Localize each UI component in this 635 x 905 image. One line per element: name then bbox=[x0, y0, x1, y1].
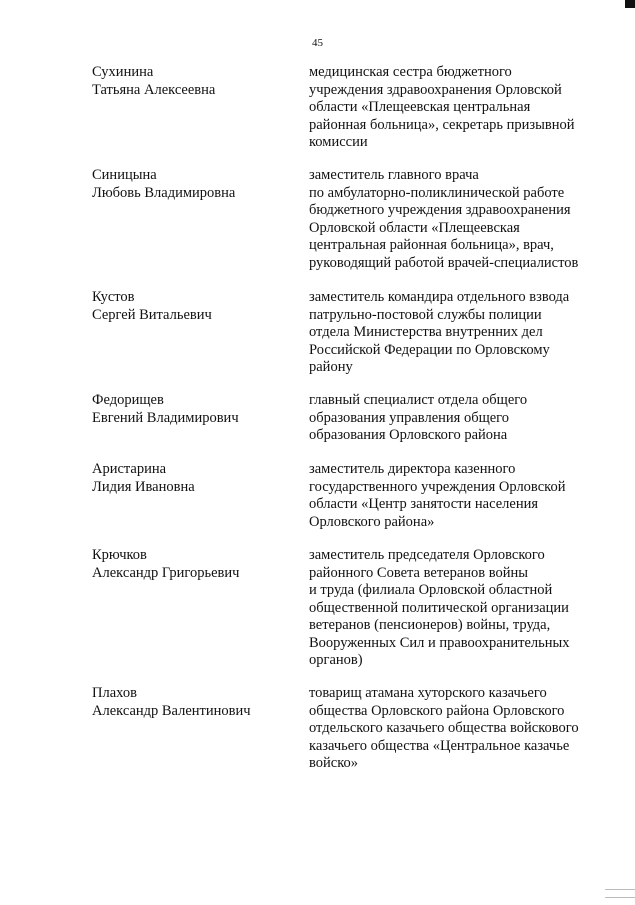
member-role bbox=[309, 461, 609, 531]
role-line: общества Орловского района Орловского bbox=[309, 702, 565, 719]
role-line: Вооруженных Сил и правоохранительных bbox=[309, 634, 570, 651]
member-name bbox=[92, 547, 297, 582]
role-line: районного Совета ветеранов войны bbox=[309, 564, 529, 581]
member-name bbox=[92, 685, 297, 720]
role-line: области «Центр занятости населения bbox=[309, 496, 539, 512]
member-given-names: Александр Валентинович bbox=[92, 702, 251, 719]
role-line: учреждения здравоохранения Орловской bbox=[309, 81, 562, 98]
member-given-names: Татьяна Алексеевна bbox=[92, 81, 216, 98]
role-line: области «Плещеевская центральная bbox=[309, 99, 531, 115]
role-line: заместитель директора казенного bbox=[309, 461, 516, 477]
role-line: по амбулаторно-поликлинической работе bbox=[309, 184, 565, 201]
member-role bbox=[309, 547, 609, 670]
role-line: заместитель председателя Орловского bbox=[309, 547, 545, 563]
role-line: отдельского казачьего общества войскового bbox=[309, 720, 579, 736]
member-surname: Аристарина bbox=[92, 461, 167, 477]
member-given-names: Александр Григорьевич bbox=[92, 564, 240, 581]
member-given-names: Лидия Ивановна bbox=[92, 478, 195, 495]
member-surname: Синицына bbox=[92, 167, 157, 183]
role-line: патрульно-постовой службы полиции bbox=[309, 306, 542, 323]
member-surname: Кустов bbox=[92, 289, 135, 305]
member-role bbox=[309, 392, 609, 445]
role-line: районная больница», секретарь призывной bbox=[309, 116, 575, 133]
member-role bbox=[309, 289, 609, 377]
member-given-names: Любовь Владимировна bbox=[92, 184, 236, 201]
role-line: заместитель командира отдельного взвода bbox=[309, 289, 570, 305]
role-line: заместитель главного врача bbox=[309, 167, 479, 183]
role-line: казачьего общества «Центральное казачье bbox=[309, 737, 570, 754]
scan-edge-line bbox=[605, 889, 635, 890]
member-role bbox=[309, 685, 609, 773]
role-line: ветеранов (пенсионеров) войны, труда, bbox=[309, 617, 551, 633]
member-given-names: Сергей Витальевич bbox=[92, 306, 212, 323]
member-surname: Крючков bbox=[92, 547, 147, 563]
member-surname: Плахов bbox=[92, 685, 137, 701]
role-line: главный специалист отдела общего bbox=[309, 392, 528, 408]
role-line: Орловского района» bbox=[309, 513, 435, 530]
member-surname: Сухинина bbox=[92, 64, 154, 80]
role-line: войско» bbox=[309, 755, 359, 771]
role-line: отдела Министерства внутренних дел bbox=[309, 324, 543, 340]
role-line: образования Орловского района bbox=[309, 427, 508, 443]
role-line: образования управления общего bbox=[309, 409, 510, 426]
page-number: 45 bbox=[312, 37, 323, 49]
role-line: бюджетного учреждения здравоохранения bbox=[309, 202, 571, 218]
role-line: Орловской области «Плещеевская bbox=[309, 219, 520, 236]
member-role bbox=[309, 167, 609, 272]
role-line: комиссии bbox=[309, 134, 368, 150]
member-surname: Федорищев bbox=[92, 392, 164, 408]
member-role bbox=[309, 64, 609, 152]
member-given-names: Евгений Владимирович bbox=[92, 409, 239, 426]
role-line: государственного учреждения Орловской bbox=[309, 478, 566, 495]
scan-corner-mark bbox=[625, 0, 635, 8]
role-line: и труда (филиала Орловской областной bbox=[309, 582, 553, 598]
role-line: общественной политической организации bbox=[309, 599, 569, 616]
role-line: органов) bbox=[309, 652, 363, 668]
role-line: товарищ атамана хуторского казачьего bbox=[309, 685, 547, 701]
member-name bbox=[92, 461, 297, 496]
role-line: центральная районная больница», врач, bbox=[309, 237, 554, 253]
role-line: медицинская сестра бюджетного bbox=[309, 64, 512, 80]
member-name bbox=[92, 167, 297, 202]
member-name bbox=[92, 64, 297, 99]
role-line: району bbox=[309, 359, 353, 375]
scan-edge-line bbox=[605, 897, 635, 898]
member-name bbox=[92, 392, 297, 427]
member-name bbox=[92, 289, 297, 324]
role-line: руководящий работой врачей-специалистов bbox=[309, 254, 579, 271]
role-line: Российской Федерации по Орловскому bbox=[309, 341, 550, 358]
